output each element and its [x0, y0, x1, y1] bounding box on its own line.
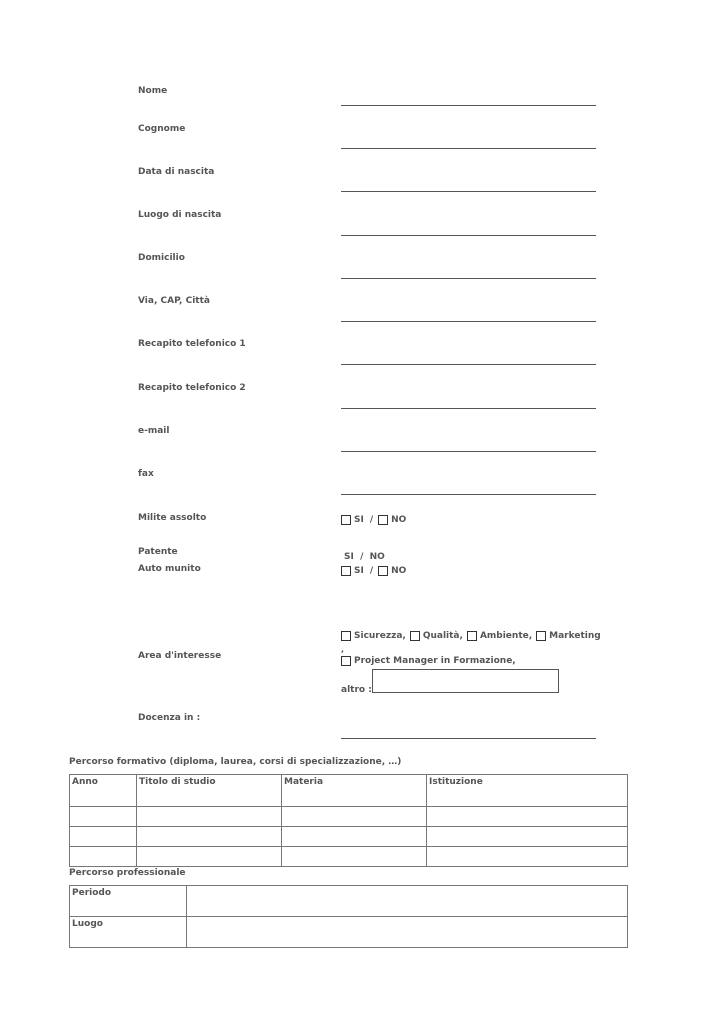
formativo-title: Percorso formativo (diploma, laurea, corsi di specializzazione, …) — [69, 757, 402, 767]
recapito1-field[interactable] — [341, 364, 596, 365]
area-options-row2 — [341, 656, 516, 666]
marketing-checkbox[interactable] — [536, 631, 546, 641]
table-cell[interactable] — [427, 827, 628, 847]
luogo-nascita-field[interactable] — [341, 235, 596, 236]
header-materia: Materia — [282, 775, 427, 807]
label-recapito1: Recapito telefonico 1 — [138, 339, 246, 349]
periodo-cell[interactable] — [187, 886, 628, 917]
label-area: Area d'interesse — [138, 651, 222, 661]
qualita-label: Qualità, — [422, 631, 463, 641]
label-auto: Auto munito — [138, 564, 201, 574]
email-field[interactable] — [341, 451, 596, 452]
professionale-title: Percorso professionale — [69, 868, 186, 878]
table-row — [70, 917, 628, 948]
area-options-row1 — [341, 631, 601, 641]
table-cell[interactable] — [282, 827, 427, 847]
label-milite: Milite assolto — [138, 513, 207, 523]
sicurezza-label: Sicurezza, — [354, 631, 406, 641]
label-fax: fax — [138, 469, 154, 479]
formativo-header-row — [70, 775, 628, 807]
label-docenza: Docenza in : — [138, 713, 201, 723]
auto-separator: / — [369, 566, 374, 576]
table-cell[interactable] — [427, 847, 628, 867]
table-cell[interactable] — [282, 807, 427, 827]
professionale-table — [69, 885, 628, 948]
marketing-label: Marketing — [549, 631, 601, 641]
fax-field[interactable] — [341, 494, 596, 495]
label-email: e-mail — [138, 426, 170, 436]
cognome-field[interactable] — [341, 148, 596, 149]
label-indirizzo: Via, CAP, Città — [138, 296, 210, 306]
table-cell[interactable] — [70, 847, 137, 867]
table-row — [70, 807, 628, 827]
milite-no-checkbox[interactable] — [378, 515, 388, 525]
recapito2-field[interactable] — [341, 408, 596, 409]
table-row — [70, 886, 628, 917]
row-periodo-label: Periodo — [70, 886, 187, 917]
label-data-nascita: Data di nascita — [138, 167, 215, 177]
auto-no-label: NO — [391, 566, 407, 576]
ambiente-checkbox[interactable] — [467, 631, 477, 641]
header-istituzione: Istituzione — [427, 775, 628, 807]
pm-formazione-checkbox[interactable] — [341, 656, 351, 666]
table-cell[interactable] — [427, 807, 628, 827]
nome-field[interactable] — [341, 105, 596, 106]
auto-si-label: SI — [354, 566, 364, 576]
patente-options: SI / NO — [344, 552, 385, 562]
milite-separator: / — [369, 515, 374, 525]
formativo-table — [69, 774, 628, 867]
pm-formazione-label: Project Manager in Formazione, — [354, 656, 516, 666]
row-luogo-label: Luogo — [70, 917, 187, 948]
label-nome: Nome — [138, 86, 168, 96]
milite-no-label: NO — [391, 515, 407, 525]
qualita-checkbox[interactable] — [410, 631, 420, 641]
table-cell[interactable] — [137, 847, 282, 867]
table-row — [70, 847, 628, 867]
label-recapito2: Recapito telefonico 2 — [138, 383, 246, 393]
data-nascita-field[interactable] — [341, 191, 596, 192]
domicilio-field[interactable] — [341, 278, 596, 279]
ambiente-label: Ambiente, — [479, 631, 533, 641]
auto-si-checkbox[interactable] — [341, 566, 351, 576]
altro-label: altro : — [341, 685, 372, 695]
table-cell[interactable] — [282, 847, 427, 867]
table-cell[interactable] — [70, 827, 137, 847]
milite-si-checkbox[interactable] — [341, 515, 351, 525]
label-domicilio: Domicilio — [138, 253, 185, 263]
label-luogo-nascita: Luogo di nascita — [138, 210, 222, 220]
milite-options — [341, 515, 406, 525]
luogo-cell[interactable] — [187, 917, 628, 948]
table-cell[interactable] — [137, 807, 282, 827]
table-cell[interactable] — [70, 807, 137, 827]
label-patente: Patente — [138, 547, 178, 557]
sicurezza-checkbox[interactable] — [341, 631, 351, 641]
header-titolo: Titolo di studio — [137, 775, 282, 807]
auto-options — [341, 566, 406, 576]
indirizzo-field[interactable] — [341, 321, 596, 322]
altro-input[interactable] — [372, 669, 559, 693]
table-row — [70, 827, 628, 847]
milite-si-label: SI — [354, 515, 364, 525]
label-cognome: Cognome — [138, 124, 186, 134]
auto-no-checkbox[interactable] — [378, 566, 388, 576]
header-anno: Anno — [70, 775, 137, 807]
area-comma: , — [341, 645, 345, 654]
docenza-field[interactable] — [341, 738, 596, 739]
table-cell[interactable] — [137, 827, 282, 847]
